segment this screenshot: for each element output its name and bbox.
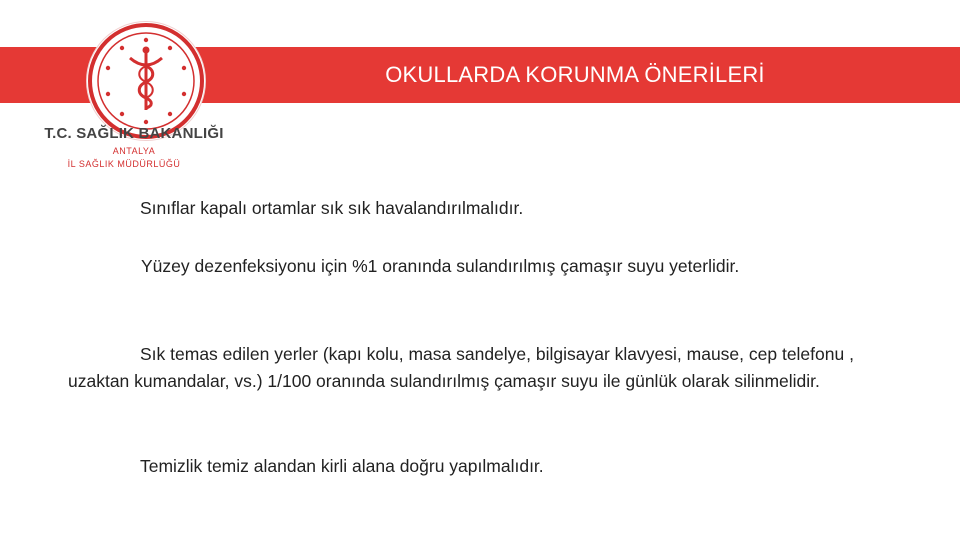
- recommendation-paragraph: Temizlik temiz alandan kirli alana doğru yapılmalıdır.: [140, 456, 544, 476]
- page-title: OKULLARDA KORUNMA ÖNERİLERİ: [385, 62, 765, 87]
- recommendation-paragraph: Sınıflar kapalı ortamlar sık sık havalandırılmalıdır.: [140, 198, 524, 218]
- province-name: ANTALYA: [112, 146, 156, 156]
- recommendation-paragraph: Yüzey dezenfeksiyonu için %1 oranında sulandırılmış çamaşır suyu yeterlidir.: [141, 256, 740, 276]
- recommendation-paragraph: Sık temas edilen yerler (kapı kolu, masa sandelye, bilgisayar klavyesi, mause, cep telefonu , uzaktan kumandalar, vs.) 1/100 oranında sulandırılmış çamaşır suyu ile günlük olarak silinmelidir.: [68, 344, 854, 391]
- directorate-name: İL SAĞLIK MÜDÜRLÜĞÜ: [67, 159, 181, 169]
- ministry-name: T.C. SAĞLIK BAKANLIĞI: [44, 125, 224, 142]
